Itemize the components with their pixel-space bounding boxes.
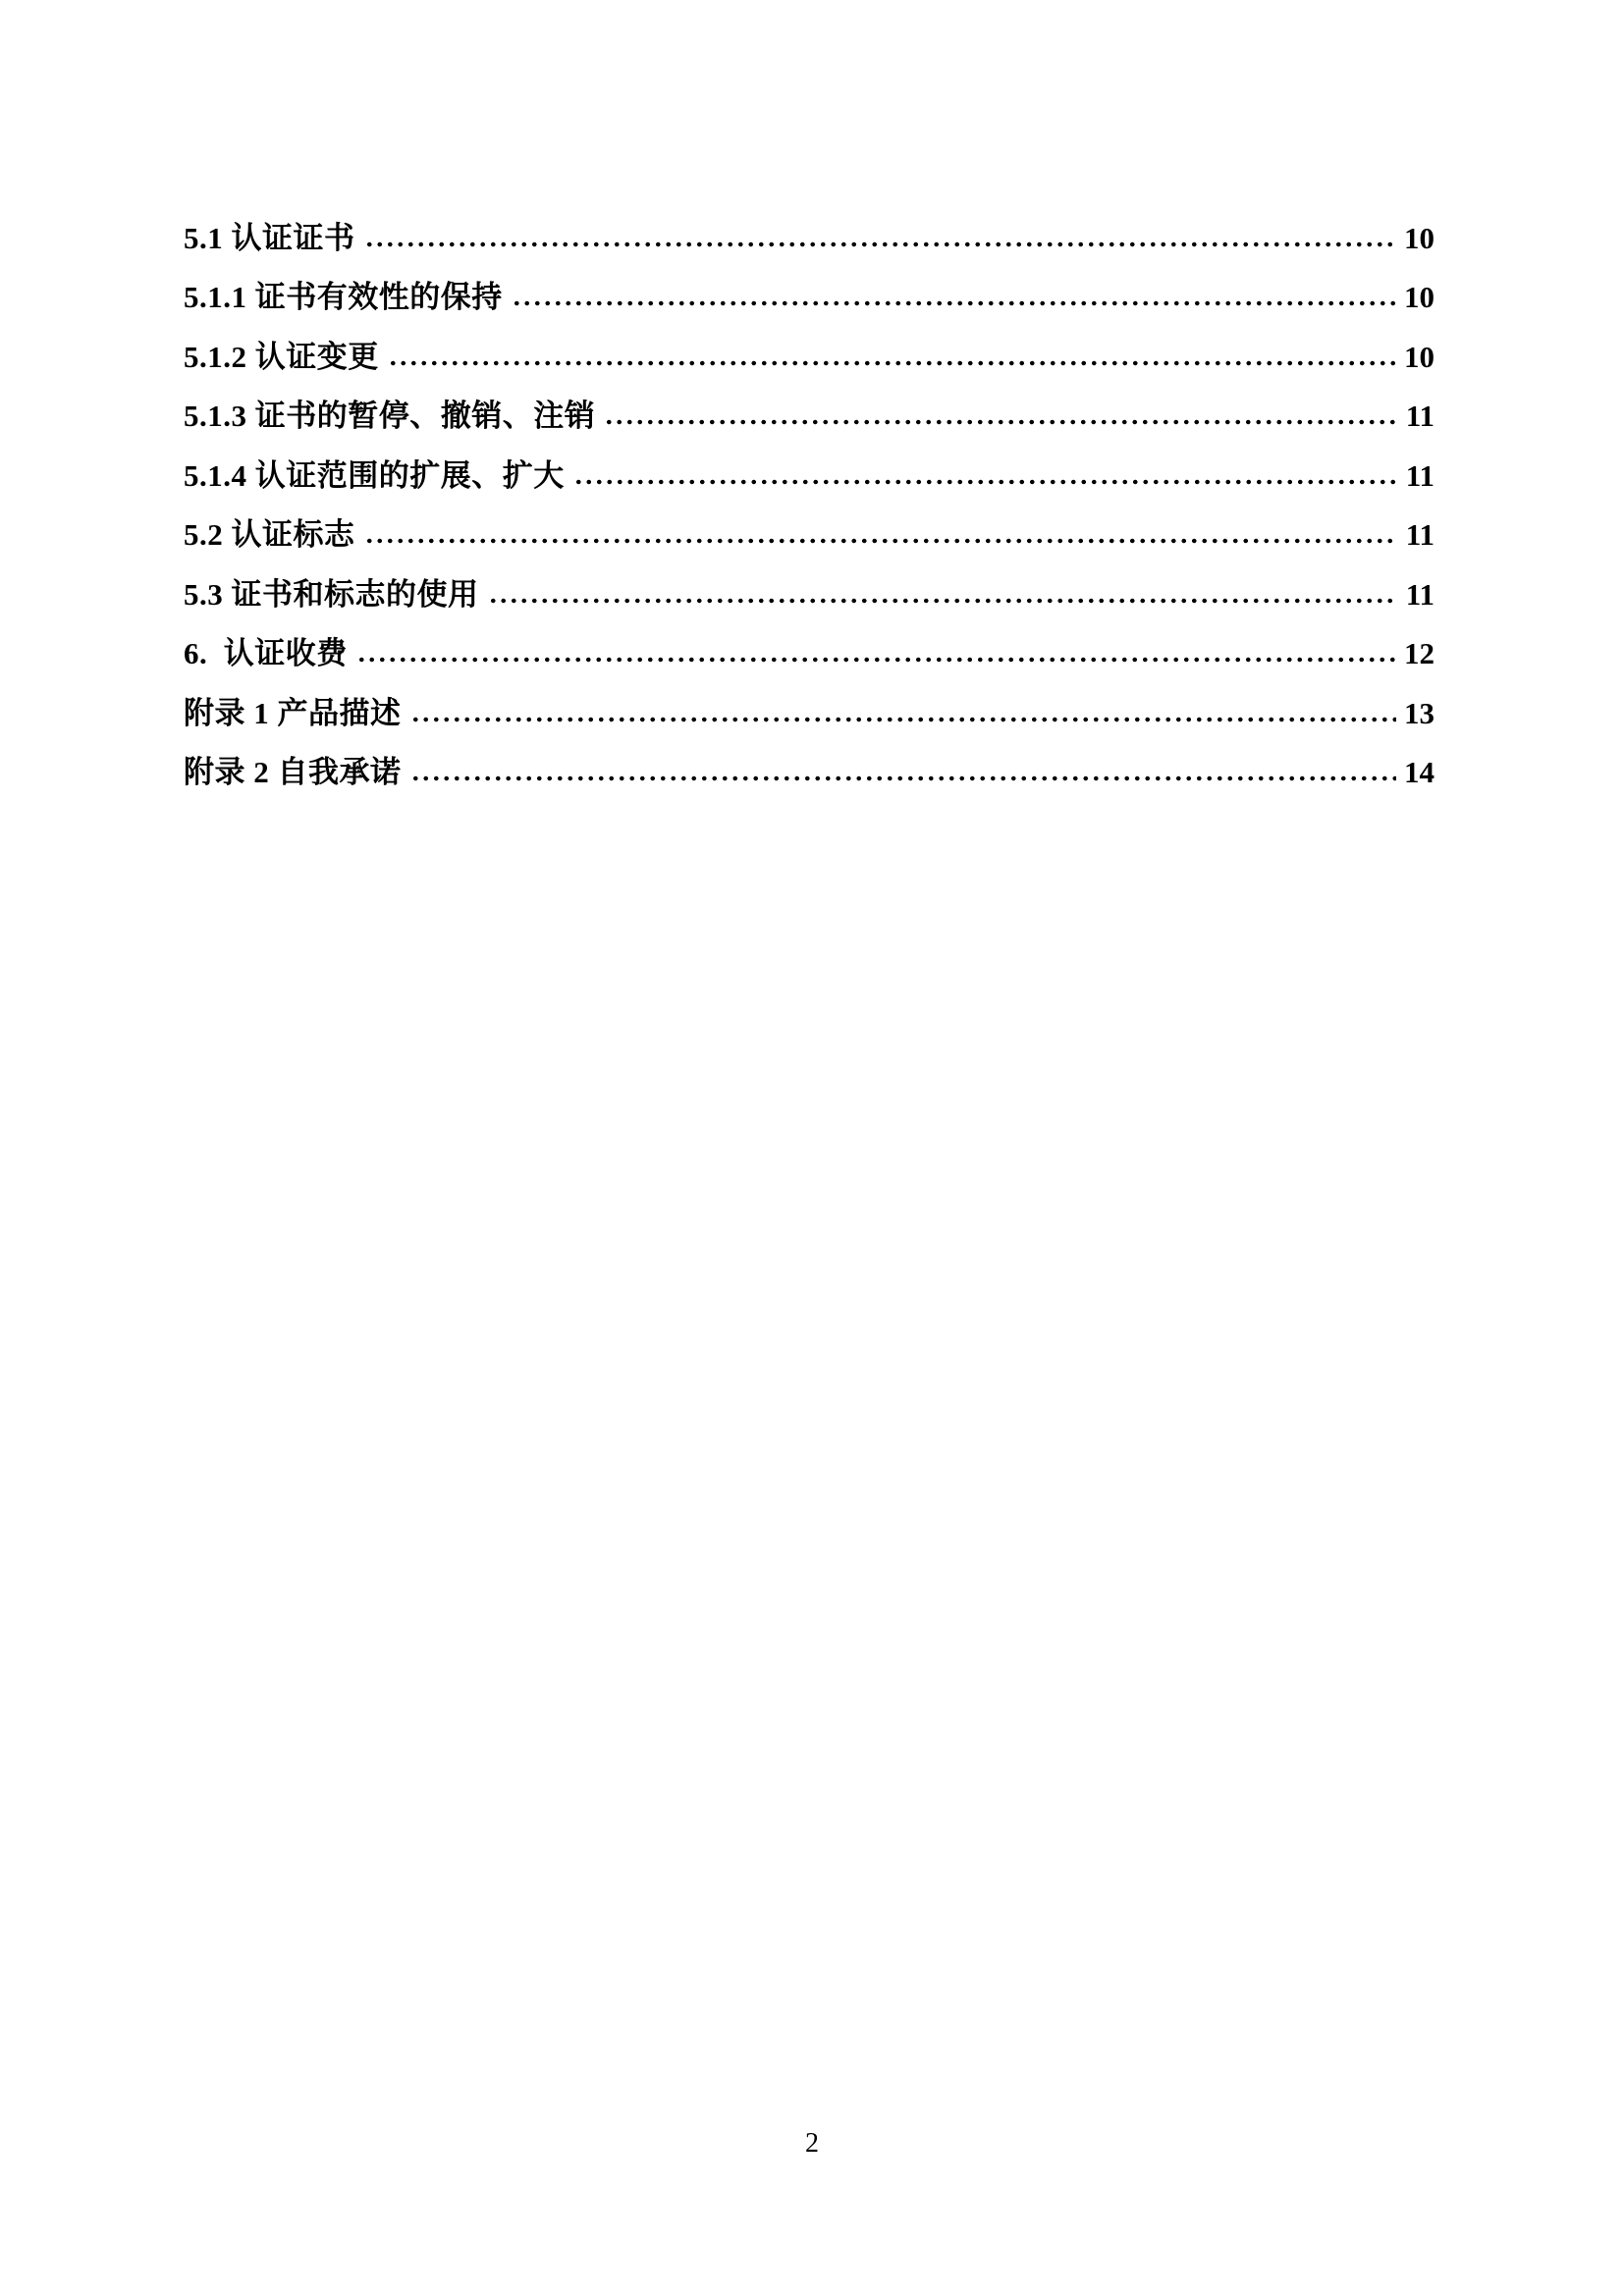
toc-entry-page: 11: [1405, 457, 1435, 493]
toc-entry-page: 14: [1404, 755, 1435, 789]
toc-entry[interactable]: [184, 263, 1435, 323]
toc-leader-dots: [410, 775, 1397, 781]
toc-entry-label: 5.1 认证证书: [184, 220, 355, 255]
toc-entry[interactable]: [184, 441, 1435, 501]
toc-entry[interactable]: [184, 678, 1435, 738]
toc-leader-dots: [388, 360, 1396, 366]
toc-leader-dots: [573, 479, 1396, 485]
toc-leader-dots: [488, 598, 1397, 604]
toc-entry-page: 11: [1405, 399, 1435, 433]
toc-entry-label: 5.1.3 证书的暂停、撤销、注销: [184, 399, 596, 433]
toc-entry-label: 5.1.1 证书有效性的保持: [184, 280, 503, 314]
toc-entry-label: 5.1.4 认证范围的扩展、扩大: [184, 457, 565, 493]
toc-entry[interactable]: [184, 322, 1435, 382]
toc-entry[interactable]: [184, 203, 1435, 263]
toc-list: [184, 203, 1435, 797]
toc-entry-page: 12: [1404, 636, 1435, 670]
toc-entry-page: 10: [1404, 220, 1435, 255]
toc-entry-label: 6. 认证收费: [184, 636, 348, 670]
toc-leader-dots: [364, 538, 1397, 544]
toc-entry-label: 附录 2 自我承诺: [184, 755, 402, 789]
toc-leader-dots: [410, 717, 1397, 722]
toc-entry-page: 11: [1405, 576, 1435, 612]
toc-leader-dots: [512, 300, 1396, 306]
toc-entry[interactable]: [184, 619, 1435, 679]
toc-entry-page: 11: [1405, 517, 1435, 552]
toc-leader-dots: [364, 241, 1397, 247]
toc-entry-page: 10: [1404, 339, 1435, 374]
toc-entry-label: 5.1.2 认证变更: [184, 339, 379, 374]
toc-entry[interactable]: [184, 382, 1435, 442]
toc-entry[interactable]: [184, 501, 1435, 561]
toc-entry-page: 13: [1404, 695, 1435, 730]
toc-entry-label: 5.3 证书和标志的使用: [184, 576, 479, 612]
toc-leader-dots: [356, 657, 1396, 663]
toc-leader-dots: [604, 419, 1396, 425]
toc-entry[interactable]: [184, 560, 1435, 619]
toc-entry[interactable]: [184, 738, 1435, 798]
toc-entry-page: 10: [1404, 280, 1435, 314]
toc-entry-label: 5.2 认证标志: [184, 517, 355, 552]
page-number-footer: 2: [805, 2128, 819, 2159]
toc-entry-label: 附录 1 产品描述: [184, 695, 402, 730]
